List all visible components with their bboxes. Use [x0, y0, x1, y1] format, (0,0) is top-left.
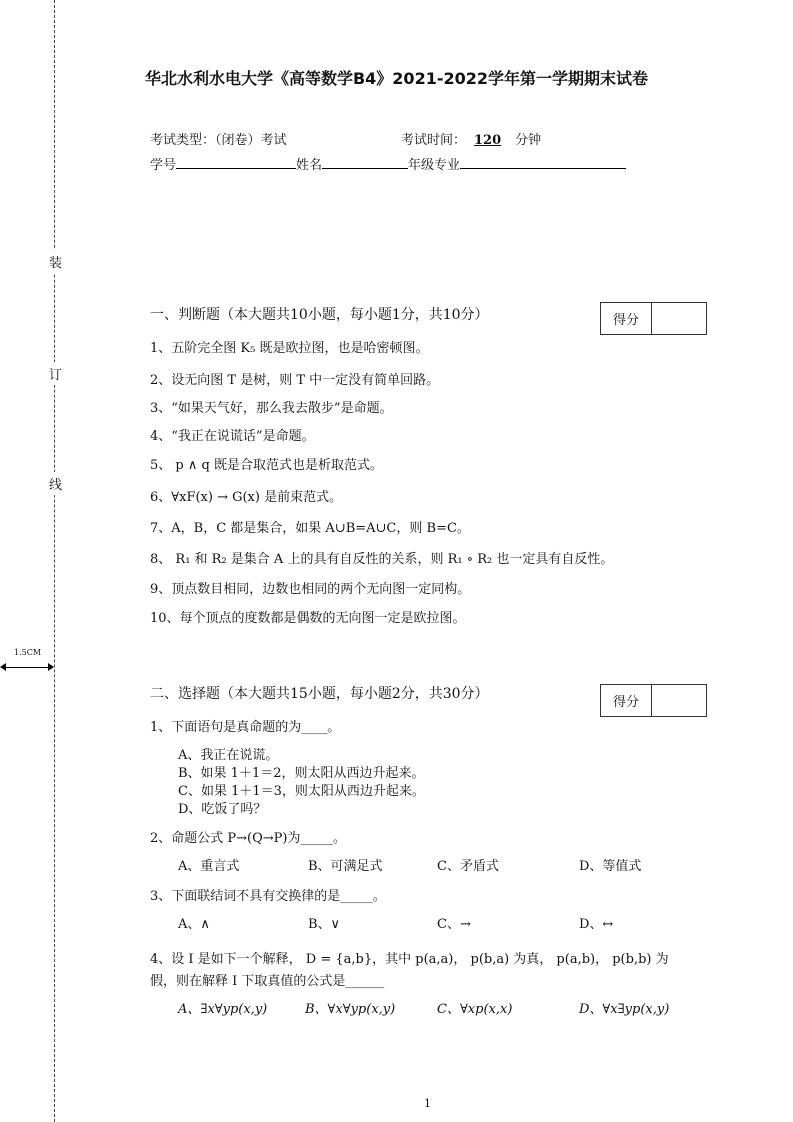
mc-q4-stem-line2: 假，则在解释 I 下取真值的公式是______: [150, 974, 385, 989]
mc-q2-stem: 2、命题公式 P→(Q→P)为_____。: [150, 831, 346, 846]
mc-q4-option-b: B、∀x∀yp(x,y): [305, 1002, 396, 1017]
tf-question-10: 10、每个顶点的度数都是偶数的无向图一定是欧拉图。: [150, 611, 466, 626]
mc-q2-option-a: A、重言式: [178, 859, 240, 874]
page-number: 1: [424, 1097, 431, 1110]
tf-question-5: 5、 p ∧ q 既是合取范式也是析取范式。: [150, 458, 383, 473]
mc-q1-option-b: B、如果 1＋1＝2，则太阳从西边升起来。: [178, 766, 425, 781]
tf-question-3: 3、“如果天气好，那么我去散步”是命题。: [150, 401, 393, 416]
mc-q4-option-a: A、∃x∀yp(x,y): [178, 1002, 268, 1017]
tf-question-9: 9、顶点数目相同，边数也相同的两个无向图一定同构。: [150, 582, 471, 597]
score-value-field[interactable]: [652, 685, 706, 716]
student-info: [150, 158, 626, 174]
mc-q2-option-c: C、矛盾式: [437, 859, 499, 874]
tf-question-6: 6、∀xF(x) → G(x) 是前束范式。: [150, 490, 343, 505]
margin-arrow-icon: [2, 667, 52, 668]
exam-time: [401, 133, 541, 149]
name-label: 姓名: [296, 158, 323, 173]
binding-char-ding: 订: [49, 362, 62, 385]
mc-q3-option-a: A、∧: [178, 917, 210, 932]
binding-line: [54, 0, 55, 1122]
tf-question-1: 1、五阶完全图 K₅ 既是欧拉图，也是哈密顿图。: [150, 341, 429, 356]
id-field[interactable]: [176, 168, 296, 169]
major-field[interactable]: [460, 168, 626, 169]
mc-q4-stem-line1: 4、设 I 是如下一个解释， D = {a,b}，其中 p(a,a)， p(b,a) 为真， p(a,b)， p(b,b) 为: [150, 952, 669, 967]
page-title: 华北水利水电大学《高等数学B4》2021-2022学年第一学期期末试卷: [144, 69, 649, 88]
mc-q2-option-b: B、可满足式: [308, 859, 383, 874]
tf-question-4: 4、“我正在说谎话”是命题。: [150, 429, 315, 444]
binding-char-zhuang: 装: [49, 250, 62, 273]
mc-q2-option-d: D、等值式: [579, 859, 642, 874]
score-label: 得分: [601, 685, 652, 716]
margin-label: 1.5CM: [14, 648, 42, 657]
score-box-1: [600, 302, 707, 335]
mc-q1-stem: 1、下面语句是真命题的为____。: [150, 720, 341, 735]
mc-q3-option-d: D、↔: [579, 917, 614, 932]
name-field[interactable]: [322, 168, 408, 169]
section2-header: 二、选择题（本大题共15小题，每小题2分，共30分）: [150, 686, 489, 702]
binding-char-xian: 线: [49, 472, 62, 495]
time-value: 120: [474, 133, 502, 148]
score-box-2: [600, 684, 707, 717]
score-value-field[interactable]: [652, 303, 706, 334]
mc-q3-option-c: C、→: [437, 917, 471, 932]
major-label: 年级专业: [408, 158, 461, 173]
mc-q1-option-a: A、我正在说谎。: [178, 748, 279, 763]
mc-q3-option-b: B、∨: [308, 917, 341, 932]
section1-header: 一、判断题（本大题共10小题，每小题1分，共10分）: [150, 307, 489, 323]
tf-question-2: 2、设无向图 T 是树，则 T 中一定没有简单回路。: [150, 373, 440, 388]
tf-question-7: 7、A，B，C 都是集合，如果 A∪B=A∪C，则 B=C。: [150, 521, 470, 536]
score-label: 得分: [601, 303, 652, 334]
mc-q3-stem: 3、下面联结词不具有交换律的是_____。: [150, 889, 386, 904]
time-unit: 分钟: [515, 133, 542, 148]
mc-q1-option-d: D、吃饭了吗？: [178, 802, 267, 817]
mc-q4-option-c: C、∀xp(x,x): [437, 1002, 513, 1017]
time-label: 考试时间：: [401, 133, 467, 148]
id-label: 学号: [150, 158, 177, 173]
exam-type: 考试类型：（闭卷）考试: [150, 133, 287, 148]
tf-question-8: 8、 R₁ 和 R₂ 是集合 A 上的具有自反性的关系，则 R₁ ∘ R₂ 也一定具有自反性。: [150, 552, 614, 567]
mc-q4-option-d: D、∀x∃yp(x,y): [579, 1002, 670, 1017]
mc-q1-option-c: C、如果 1＋1＝3，则太阳从西边升起来。: [178, 784, 425, 799]
